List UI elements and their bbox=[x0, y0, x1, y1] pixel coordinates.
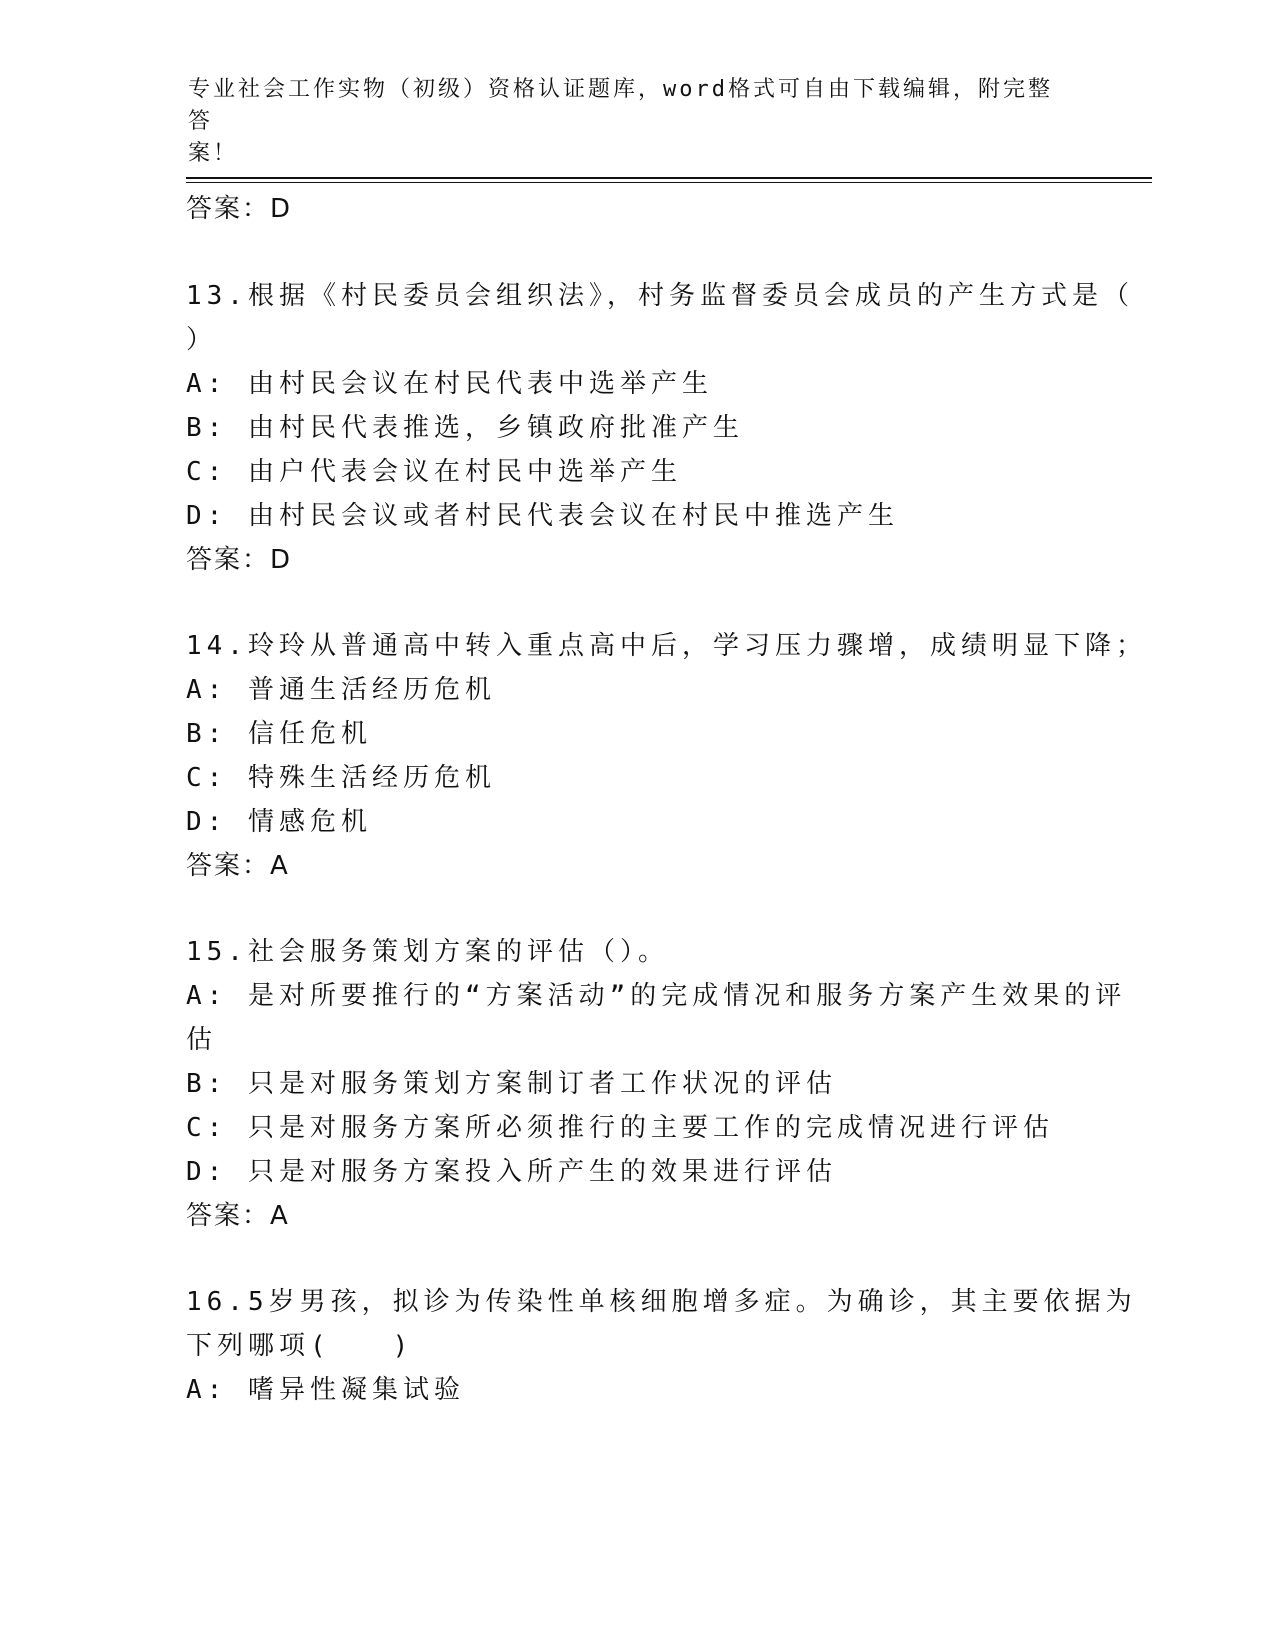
question-16-option-a: A: 嗜异性凝集试验 bbox=[186, 1375, 465, 1405]
question-16-stem-continued: 下列哪项( ) bbox=[186, 1331, 414, 1361]
question-15-option-b: B: 只是对服务策划方案制订者工作状况的评估 bbox=[186, 1069, 837, 1099]
question-15-option-a-continued: 估 bbox=[186, 1025, 218, 1055]
question-16-stem: 16.5岁男孩，拟诊为传染性单核细胞增多症。为确诊，其主要依据为 bbox=[186, 1287, 1137, 1317]
question-13-option-a: A: 由村民会议在村民代表中选举产生 bbox=[186, 369, 713, 399]
question-14-option-d: D: 情感危机 bbox=[186, 807, 372, 837]
question-13-stem-continued: ） bbox=[186, 325, 218, 355]
header-note bbox=[188, 74, 1068, 170]
question-13-answer: 答案：D bbox=[186, 545, 293, 575]
question-13-option-c: C: 由户代表会议在村民中选举产生 bbox=[186, 457, 682, 487]
question-13-option-b: B: 由村民代表推选，乡镇政府批准产生 bbox=[186, 413, 744, 443]
question-13-stem: 13.根据《村民委员会组织法》，村务监督委员会成员的产生方式是（ bbox=[186, 281, 1134, 311]
question-15-stem: 15.社会服务策划方案的评估（）。 bbox=[186, 937, 669, 967]
question-13-option-d: D: 由村民会议或者村民代表会议在村民中推选产生 bbox=[186, 501, 899, 531]
question-15-option-c: C: 只是对服务方案所必须推行的主要工作的完成情况进行评估 bbox=[186, 1113, 1054, 1143]
header-divider-thin bbox=[186, 182, 1152, 183]
header-note-line-2: 案！ bbox=[188, 141, 239, 166]
question-14-option-c: C: 特殊生活经历危机 bbox=[186, 763, 496, 793]
answer-line: 答案：D bbox=[186, 194, 293, 224]
header-divider-thick bbox=[186, 177, 1152, 179]
question-15-option-d: D: 只是对服务方案投入所产生的效果进行评估 bbox=[186, 1157, 837, 1187]
question-15-option-a: A: 是对所要推行的“方案活动”的完成情况和服务方案产生效果的评 bbox=[186, 981, 1127, 1011]
header-note-line-1: 专业社会工作实物（初级）资格认证题库，word格式可自由下载编辑，附完整答 bbox=[188, 77, 1053, 134]
question-14-option-b: B: 信任危机 bbox=[186, 719, 372, 749]
question-14-option-a: A: 普通生活经历危机 bbox=[186, 675, 496, 705]
question-15-answer: 答案：A bbox=[186, 1201, 290, 1231]
question-14-answer: 答案：A bbox=[186, 851, 290, 881]
question-14-stem: 14.玲玲从普通高中转入重点高中后，学习压力骤增，成绩明显下降； bbox=[186, 631, 1147, 661]
